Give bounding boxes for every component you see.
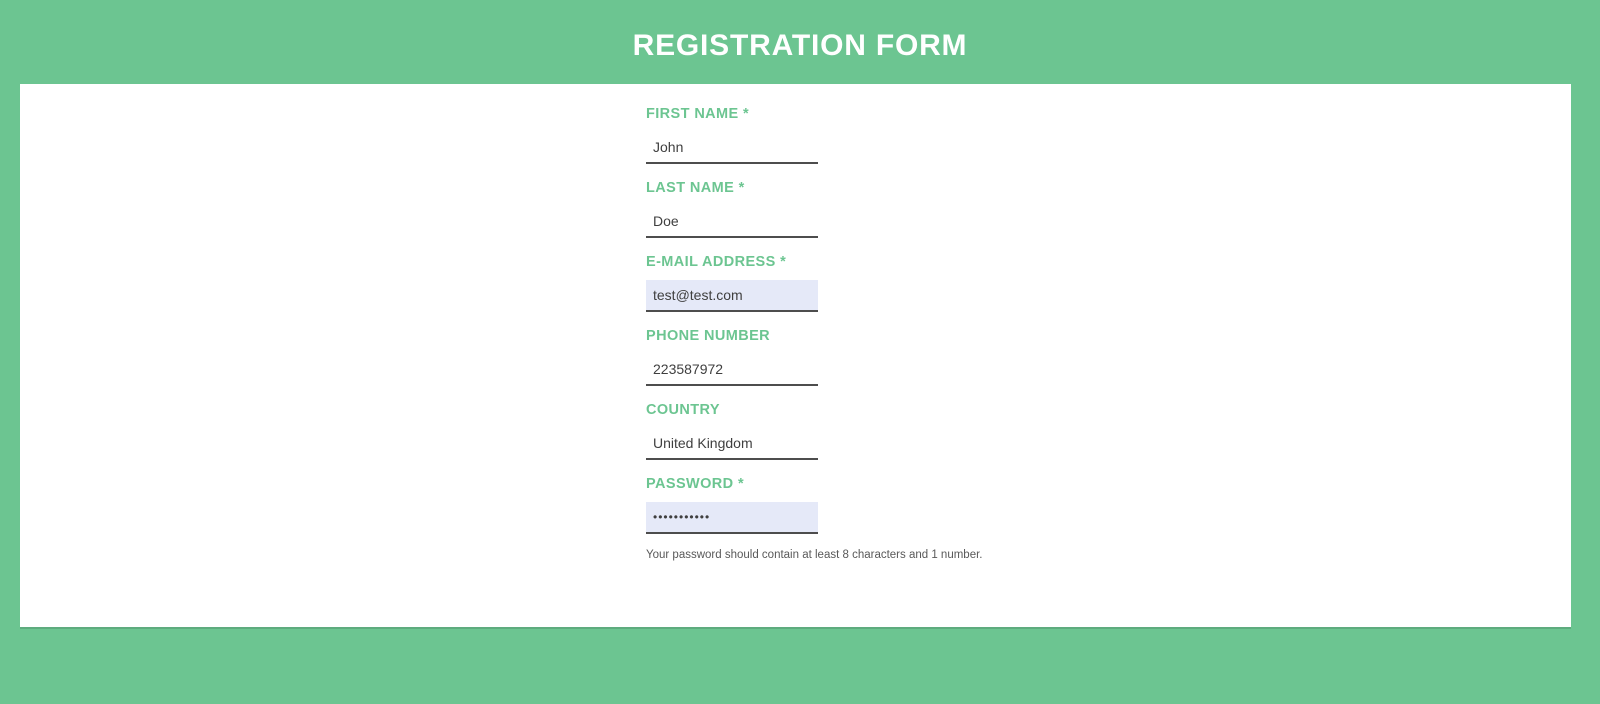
field-group-password	[646, 475, 946, 534]
field-group-country	[646, 401, 946, 460]
page-header	[0, 0, 1600, 84]
phone-label: PHONE NUMBER	[646, 328, 771, 344]
last-name-input[interactable]	[646, 206, 818, 238]
last-name-label: LAST NAME *	[646, 180, 745, 196]
country-label: COUNTRY	[646, 402, 720, 418]
country-input[interactable]	[646, 428, 818, 460]
password-hint: Your password should contain at least 8 characters and 1 number.	[646, 549, 983, 561]
email-label: E-MAIL ADDRESS *	[646, 254, 787, 270]
password-input[interactable]	[646, 502, 818, 534]
first-name-label: FIRST NAME *	[646, 106, 750, 122]
email-input[interactable]	[646, 280, 818, 312]
registration-form	[646, 105, 983, 561]
page-title: REGISTRATION FORM	[632, 29, 968, 62]
phone-input[interactable]	[646, 354, 818, 386]
field-group-phone	[646, 327, 946, 386]
field-group-email	[646, 253, 946, 312]
field-group-last-name	[646, 179, 946, 238]
form-card	[20, 84, 1571, 627]
first-name-input[interactable]	[646, 132, 818, 164]
field-group-first-name	[646, 105, 946, 164]
password-label: PASSWORD *	[646, 476, 744, 492]
